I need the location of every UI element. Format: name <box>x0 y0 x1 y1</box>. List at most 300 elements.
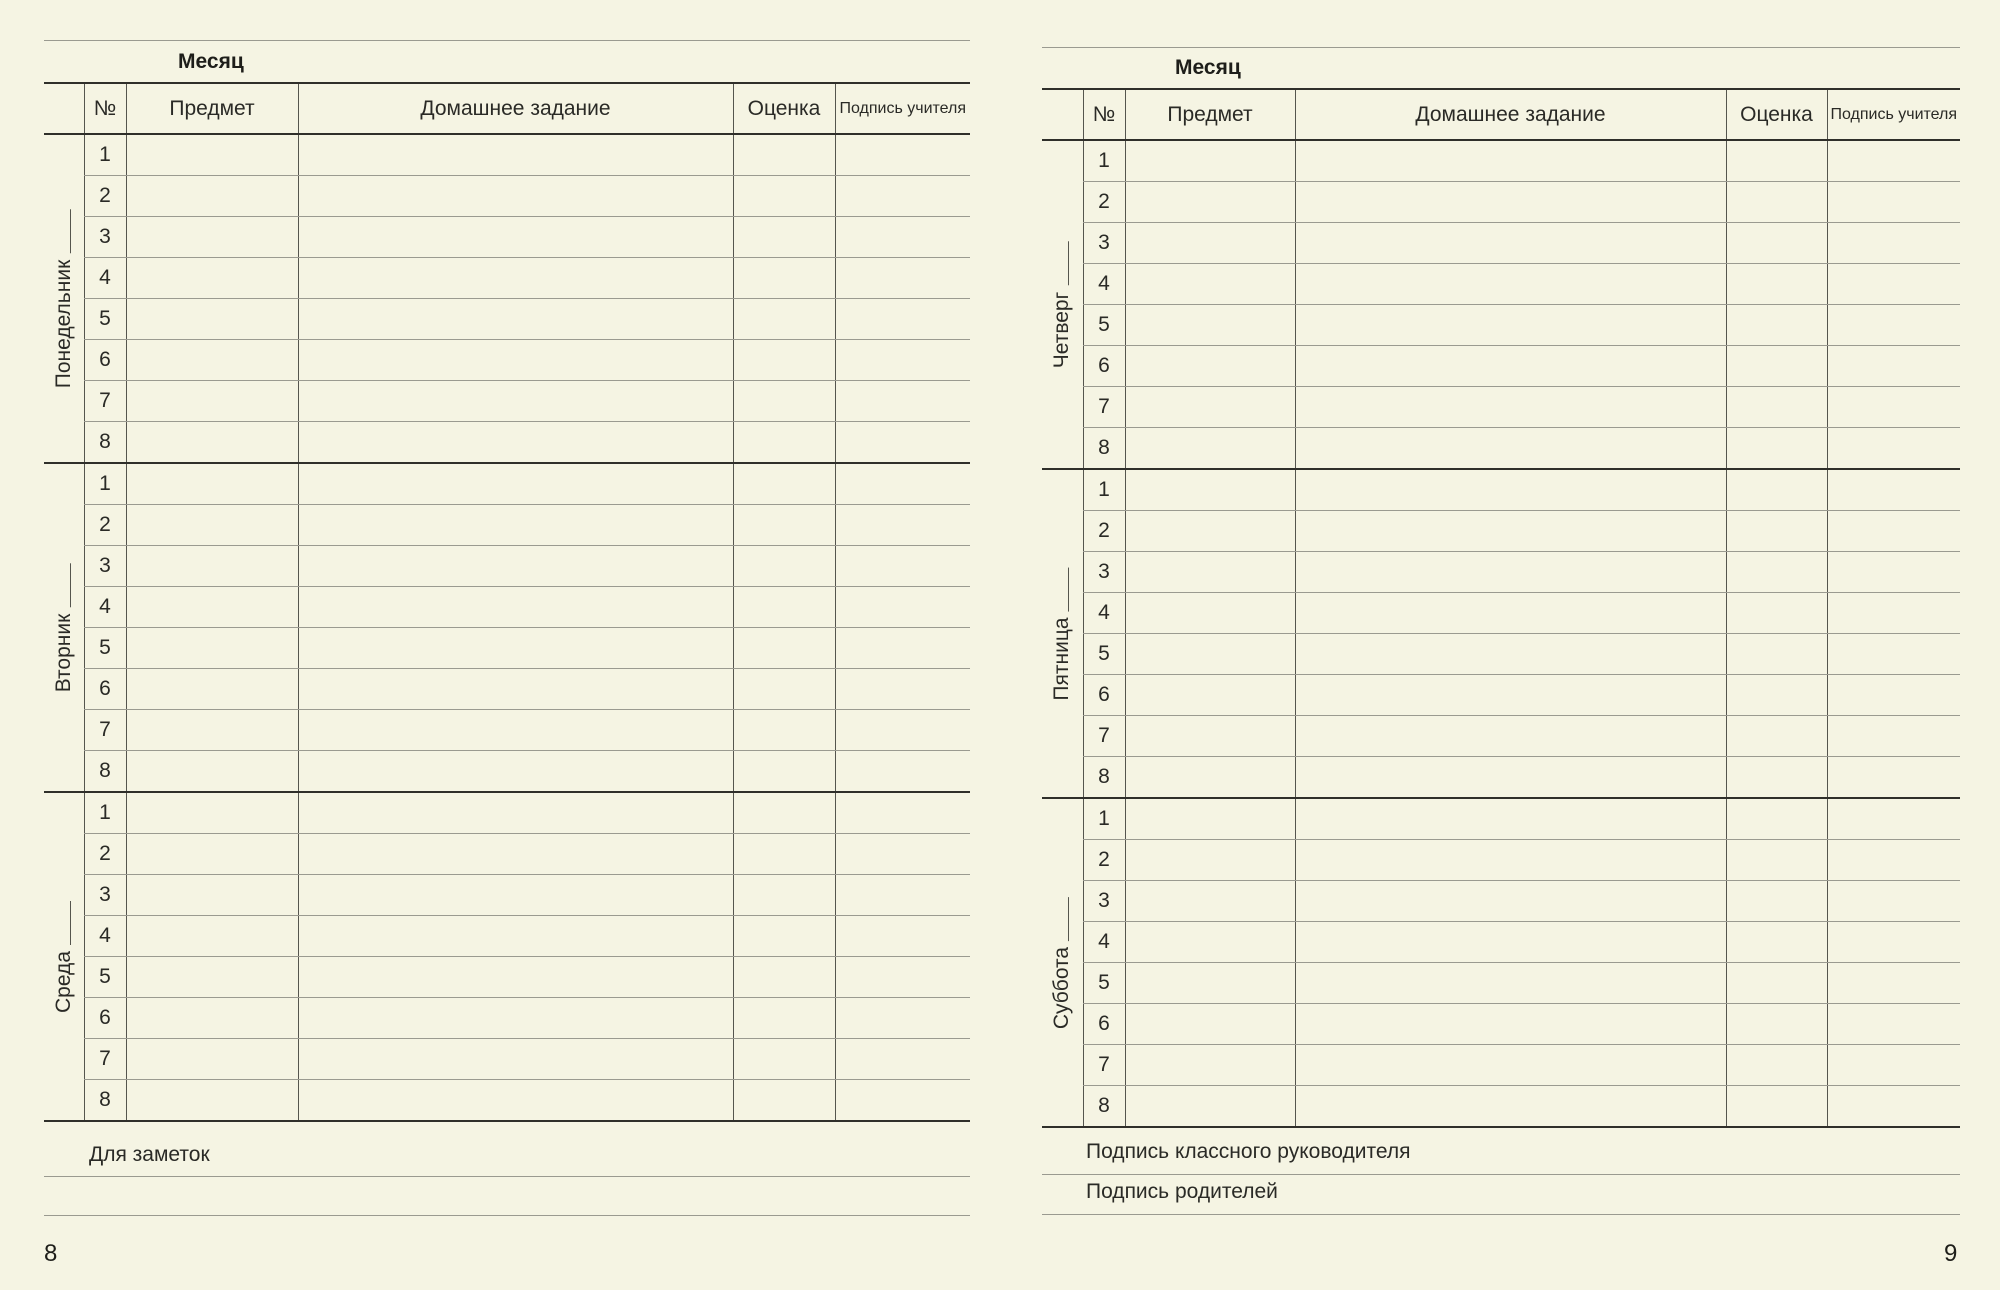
grade-cell[interactable] <box>1726 469 1827 511</box>
teacher-signature-cell[interactable] <box>1827 1086 1960 1128</box>
teacher-signature-cell[interactable] <box>1827 757 1960 799</box>
teacher-signature-cell[interactable] <box>835 546 970 587</box>
lesson-number: 8 <box>84 1080 126 1122</box>
homework-cell[interactable] <box>298 340 733 381</box>
table-row <box>44 957 970 998</box>
day-cell <box>44 134 84 463</box>
subject-cell[interactable] <box>1125 511 1295 552</box>
lesson-number: 3 <box>1083 552 1125 593</box>
grade-cell[interactable] <box>1726 840 1827 881</box>
grade-cell[interactable] <box>733 176 835 217</box>
subject-cell[interactable] <box>1125 675 1295 716</box>
subject-cell[interactable] <box>126 710 298 751</box>
lesson-number: 1 <box>84 134 126 176</box>
homework-table <box>1042 88 1960 1128</box>
homework-cell[interactable] <box>298 957 733 998</box>
homework-cell[interactable] <box>298 505 733 546</box>
homework-cell[interactable] <box>298 217 733 258</box>
lesson-number: 6 <box>84 669 126 710</box>
grade-cell[interactable] <box>1726 798 1827 840</box>
homework-cell[interactable] <box>1295 840 1726 881</box>
subject-cell[interactable] <box>126 176 298 217</box>
homework-cell[interactable] <box>1295 469 1726 511</box>
subject-cell[interactable] <box>1125 798 1295 840</box>
date-blank-line[interactable] <box>1056 241 1069 285</box>
date-blank-line[interactable] <box>57 901 70 945</box>
grade-cell[interactable] <box>1726 428 1827 470</box>
day-label <box>52 563 76 692</box>
homework-cell[interactable] <box>1295 1045 1726 1086</box>
subject-cell[interactable] <box>126 916 298 957</box>
teacher-signature-cell[interactable] <box>835 628 970 669</box>
subject-cell[interactable] <box>1125 593 1295 634</box>
subject-cell[interactable] <box>126 587 298 628</box>
grade-cell[interactable] <box>733 751 835 793</box>
grade-cell[interactable] <box>1726 1004 1827 1045</box>
lesson-number: 7 <box>84 1039 126 1080</box>
grade-cell[interactable] <box>1726 716 1827 757</box>
table-row <box>1042 798 1960 840</box>
table-row <box>1042 922 1960 963</box>
teacher-signature-cell[interactable] <box>835 299 970 340</box>
teacher-signature-cell[interactable] <box>835 463 970 505</box>
teacher-signature-cell[interactable] <box>835 340 970 381</box>
grade-cell[interactable] <box>1726 757 1827 799</box>
teacher-signature-cell[interactable] <box>1827 798 1960 840</box>
homework-cell[interactable] <box>298 751 733 793</box>
homework-cell[interactable] <box>1295 634 1726 675</box>
homework-cell[interactable] <box>1295 140 1726 182</box>
table-row <box>1042 469 1960 511</box>
teacher-signature-cell[interactable] <box>835 710 970 751</box>
teacher-signature-cell[interactable] <box>835 134 970 176</box>
grade-cell[interactable] <box>1726 387 1827 428</box>
homework-cell[interactable] <box>1295 511 1726 552</box>
day-label <box>1050 896 1074 1028</box>
subject-cell[interactable] <box>126 546 298 587</box>
subject-cell[interactable] <box>126 134 298 176</box>
homework-cell[interactable] <box>1295 963 1726 1004</box>
grade-cell[interactable] <box>733 340 835 381</box>
grade-cell[interactable] <box>1726 922 1827 963</box>
lesson-number: 6 <box>1083 675 1125 716</box>
teacher-signature-cell[interactable] <box>835 258 970 299</box>
number-column-header: № <box>84 83 126 134</box>
table-row <box>44 217 970 258</box>
homework-cell[interactable] <box>1295 593 1726 634</box>
lesson-number: 2 <box>1083 840 1125 881</box>
subject-cell[interactable] <box>126 258 298 299</box>
subject-cell[interactable] <box>1125 223 1295 264</box>
subject-cell[interactable] <box>126 505 298 546</box>
teacher-signature-cell[interactable] <box>1827 469 1960 511</box>
homework-cell[interactable] <box>1295 1086 1726 1128</box>
teacher-signature-cell[interactable] <box>1827 428 1960 470</box>
teacher-signature-cell[interactable] <box>1827 840 1960 881</box>
homework-cell[interactable] <box>298 998 733 1039</box>
teacher-signature-cell[interactable] <box>1827 1045 1960 1086</box>
grade-cell[interactable] <box>733 875 835 916</box>
teacher-signature-cell[interactable] <box>1827 1004 1960 1045</box>
subject-cell[interactable] <box>126 957 298 998</box>
subject-cell[interactable] <box>126 998 298 1039</box>
homework-cell[interactable] <box>298 176 733 217</box>
grade-column-header: Оценка <box>1726 89 1827 140</box>
lesson-number: 3 <box>84 875 126 916</box>
homework-cell[interactable] <box>298 669 733 710</box>
grade-cell[interactable] <box>733 422 835 464</box>
notes-rule <box>44 1215 970 1216</box>
grade-cell[interactable] <box>733 916 835 957</box>
lesson-number: 1 <box>84 463 126 505</box>
lesson-number: 6 <box>84 340 126 381</box>
lesson-number: 3 <box>84 546 126 587</box>
teacher-signature-cell[interactable] <box>1827 716 1960 757</box>
homework-cell[interactable] <box>298 134 733 176</box>
subject-cell[interactable] <box>126 340 298 381</box>
homework-cell[interactable] <box>298 1039 733 1080</box>
day-label <box>1050 567 1074 700</box>
grade-cell[interactable] <box>1726 593 1827 634</box>
subject-cell[interactable] <box>1125 387 1295 428</box>
teacher-signature-cell[interactable] <box>1827 387 1960 428</box>
table-row <box>44 340 970 381</box>
homework-cell[interactable] <box>1295 305 1726 346</box>
homework-cell[interactable] <box>1295 881 1726 922</box>
grade-cell[interactable] <box>733 463 835 505</box>
grade-cell[interactable] <box>733 669 835 710</box>
date-blank-line[interactable] <box>57 563 70 607</box>
table-row <box>44 505 970 546</box>
homework-cell[interactable] <box>1295 346 1726 387</box>
table-row <box>44 916 970 957</box>
teacher-signature-cell[interactable] <box>835 957 970 998</box>
subject-cell[interactable] <box>1125 428 1295 470</box>
lesson-number: 2 <box>1083 182 1125 223</box>
homework-cell[interactable] <box>1295 223 1726 264</box>
date-blank-line[interactable] <box>1056 896 1069 940</box>
table-row <box>44 134 970 176</box>
lesson-number: 2 <box>84 834 126 875</box>
page-number: 8 <box>44 1240 58 1267</box>
subject-cell[interactable] <box>126 1039 298 1080</box>
table-row <box>44 998 970 1039</box>
grade-cell[interactable] <box>733 217 835 258</box>
subject-cell[interactable] <box>1125 757 1295 799</box>
homework-cell[interactable] <box>298 1080 733 1122</box>
teacher-signature-cell[interactable] <box>1827 140 1960 182</box>
table-row <box>44 875 970 916</box>
teacher-signature-cell[interactable] <box>1827 223 1960 264</box>
parents-signature-label: Подпись родителей <box>1086 1180 1278 1203</box>
homework-cell[interactable] <box>298 299 733 340</box>
date-blank-line[interactable] <box>57 209 70 253</box>
homework-column-header: Домашнее задание <box>1295 89 1726 140</box>
grade-cell[interactable] <box>1726 552 1827 593</box>
grade-cell[interactable] <box>733 134 835 176</box>
teacher-signature-cell[interactable] <box>1827 881 1960 922</box>
subject-cell[interactable] <box>1125 963 1295 1004</box>
lesson-number: 4 <box>84 587 126 628</box>
homework-cell[interactable] <box>298 792 733 834</box>
lesson-number: 4 <box>84 258 126 299</box>
lesson-number: 3 <box>84 217 126 258</box>
table-row <box>44 1080 970 1122</box>
teacher-signature-cell[interactable] <box>835 217 970 258</box>
month-label: Месяц <box>178 50 244 73</box>
lesson-number: 8 <box>84 422 126 464</box>
teacher-signature-cell[interactable] <box>835 998 970 1039</box>
table-row <box>1042 716 1960 757</box>
date-blank-line[interactable] <box>1056 567 1069 611</box>
day-cell <box>1042 469 1083 798</box>
teacher-signature-cell[interactable] <box>1827 963 1960 1004</box>
table-row <box>1042 963 1960 1004</box>
grade-cell[interactable] <box>733 957 835 998</box>
homework-cell[interactable] <box>1295 264 1726 305</box>
lesson-number: 2 <box>84 176 126 217</box>
teacher-signature-cell[interactable] <box>1827 346 1960 387</box>
teacher-signature-cell[interactable] <box>835 875 970 916</box>
teacher-signature-cell[interactable] <box>835 587 970 628</box>
teacher-signature-cell[interactable] <box>835 834 970 875</box>
table-row <box>44 546 970 587</box>
homework-cell[interactable] <box>298 628 733 669</box>
table-row <box>44 381 970 422</box>
homework-cell[interactable] <box>1295 428 1726 470</box>
subject-cell[interactable] <box>126 299 298 340</box>
teacher-signature-cell[interactable] <box>835 1039 970 1080</box>
grade-cell[interactable] <box>1726 881 1827 922</box>
homework-cell[interactable] <box>298 875 733 916</box>
grade-cell[interactable] <box>1726 346 1827 387</box>
table-row <box>44 176 970 217</box>
table-row <box>44 422 970 464</box>
subject-cell[interactable] <box>1125 840 1295 881</box>
table-row <box>44 299 970 340</box>
grade-cell[interactable] <box>733 505 835 546</box>
signature-rule <box>1042 1174 1960 1175</box>
teacher-signature-cell[interactable] <box>1827 264 1960 305</box>
table-row <box>44 669 970 710</box>
lesson-number: 5 <box>84 299 126 340</box>
teacher-signature-cell[interactable] <box>1827 552 1960 593</box>
table-row <box>1042 757 1960 799</box>
homework-cell[interactable] <box>298 422 733 464</box>
teacher-signature-cell[interactable] <box>1827 922 1960 963</box>
table-row <box>1042 305 1960 346</box>
homework-cell[interactable] <box>1295 1004 1726 1045</box>
grade-cell[interactable] <box>733 299 835 340</box>
table-row <box>1042 634 1960 675</box>
day-rows <box>44 134 970 1121</box>
homework-cell[interactable] <box>1295 552 1726 593</box>
homework-cell[interactable] <box>298 546 733 587</box>
grade-cell[interactable] <box>1726 1086 1827 1128</box>
subject-cell[interactable] <box>126 1080 298 1122</box>
day-column-header <box>1042 89 1083 140</box>
subject-cell[interactable] <box>126 217 298 258</box>
notes-rule <box>44 1176 970 1177</box>
day-name: Четверг <box>1050 291 1074 368</box>
lesson-number: 7 <box>84 710 126 751</box>
grade-cell[interactable] <box>733 258 835 299</box>
teacher-signature-cell[interactable] <box>835 669 970 710</box>
subject-cell[interactable] <box>1125 264 1295 305</box>
day-cell <box>1042 798 1083 1127</box>
teacher-signature-cell[interactable] <box>1827 182 1960 223</box>
teacher-signature-cell[interactable] <box>1827 511 1960 552</box>
homework-cell[interactable] <box>298 834 733 875</box>
day-cell <box>44 463 84 792</box>
homework-cell[interactable] <box>1295 757 1726 799</box>
lesson-number: 1 <box>1083 469 1125 511</box>
lesson-number: 7 <box>84 381 126 422</box>
grade-cell[interactable] <box>733 628 835 669</box>
subject-column-header: Предмет <box>126 83 298 134</box>
day-label <box>1050 241 1074 368</box>
grade-cell[interactable] <box>1726 264 1827 305</box>
grade-cell[interactable] <box>733 998 835 1039</box>
teacher-signature-cell[interactable] <box>1827 634 1960 675</box>
subject-cell[interactable] <box>1125 634 1295 675</box>
lesson-number: 4 <box>1083 264 1125 305</box>
homework-cell[interactable] <box>1295 675 1726 716</box>
subject-cell[interactable] <box>1125 305 1295 346</box>
subject-cell[interactable] <box>1125 140 1295 182</box>
lesson-number: 5 <box>1083 963 1125 1004</box>
teacher-signature-cell[interactable] <box>835 792 970 834</box>
subject-cell[interactable] <box>1125 469 1295 511</box>
teacher-signature-cell[interactable] <box>835 751 970 793</box>
subject-cell[interactable] <box>126 381 298 422</box>
grade-column-header: Оценка <box>733 83 835 134</box>
grade-cell[interactable] <box>1726 1045 1827 1086</box>
subject-cell[interactable] <box>1125 1086 1295 1128</box>
table-row <box>1042 593 1960 634</box>
homework-cell[interactable] <box>1295 387 1726 428</box>
grade-cell[interactable] <box>1726 511 1827 552</box>
subject-cell[interactable] <box>126 875 298 916</box>
grade-cell[interactable] <box>1726 140 1827 182</box>
table-row <box>1042 346 1960 387</box>
grade-cell[interactable] <box>1726 305 1827 346</box>
table-row <box>44 792 970 834</box>
homework-cell[interactable] <box>1295 182 1726 223</box>
homework-column-header: Домашнее задание <box>298 83 733 134</box>
grade-cell[interactable] <box>733 1039 835 1080</box>
lesson-number: 7 <box>1083 716 1125 757</box>
subject-cell[interactable] <box>126 834 298 875</box>
homework-cell[interactable] <box>1295 922 1726 963</box>
lesson-number: 7 <box>1083 1045 1125 1086</box>
grade-cell[interactable] <box>1726 963 1827 1004</box>
lesson-number: 1 <box>1083 798 1125 840</box>
table-row <box>44 1039 970 1080</box>
subject-cell[interactable] <box>1125 346 1295 387</box>
teacher-signature-cell[interactable] <box>1827 593 1960 634</box>
table-row <box>1042 264 1960 305</box>
homework-cell[interactable] <box>298 258 733 299</box>
teacher-signature-cell[interactable] <box>1827 305 1960 346</box>
grade-cell[interactable] <box>1726 182 1827 223</box>
lesson-number: 3 <box>1083 881 1125 922</box>
subject-cell[interactable] <box>1125 182 1295 223</box>
lesson-number: 5 <box>84 628 126 669</box>
teacher-signature-cell[interactable] <box>835 916 970 957</box>
grade-cell[interactable] <box>1726 223 1827 264</box>
grade-cell[interactable] <box>733 710 835 751</box>
lesson-number: 6 <box>1083 1004 1125 1045</box>
grade-cell[interactable] <box>733 834 835 875</box>
table-row <box>44 710 970 751</box>
teacher-signature-cell[interactable] <box>835 1080 970 1122</box>
homework-cell[interactable] <box>298 587 733 628</box>
subject-cell[interactable] <box>1125 716 1295 757</box>
homework-cell[interactable] <box>298 463 733 505</box>
subject-cell[interactable] <box>126 792 298 834</box>
day-name: Суббота <box>1050 946 1074 1029</box>
homework-cell[interactable] <box>298 381 733 422</box>
top-rule <box>44 40 970 41</box>
teacher-signature-cell[interactable] <box>835 422 970 464</box>
grade-cell[interactable] <box>1726 634 1827 675</box>
subject-cell[interactable] <box>126 669 298 710</box>
subject-cell[interactable] <box>1125 552 1295 593</box>
lesson-number: 5 <box>84 957 126 998</box>
subject-cell[interactable] <box>126 422 298 464</box>
subject-cell[interactable] <box>1125 1004 1295 1045</box>
table-row <box>1042 881 1960 922</box>
table-row <box>1042 675 1960 716</box>
table-header-row <box>44 83 970 134</box>
homework-cell[interactable] <box>1295 798 1726 840</box>
subject-cell[interactable] <box>126 628 298 669</box>
grade-cell[interactable] <box>733 1080 835 1122</box>
subject-cell[interactable] <box>1125 881 1295 922</box>
teacher-signature-cell[interactable] <box>835 176 970 217</box>
day-cell <box>44 792 84 1121</box>
homework-cell[interactable] <box>298 916 733 957</box>
table-row <box>1042 182 1960 223</box>
homework-cell[interactable] <box>298 710 733 751</box>
subject-cell[interactable] <box>126 463 298 505</box>
subject-cell[interactable] <box>1125 1045 1295 1086</box>
grade-cell[interactable] <box>1726 675 1827 716</box>
teacher-signature-cell[interactable] <box>1827 675 1960 716</box>
lesson-number: 4 <box>1083 593 1125 634</box>
grade-cell[interactable] <box>733 381 835 422</box>
subject-cell[interactable] <box>126 751 298 793</box>
lesson-number: 8 <box>1083 1086 1125 1128</box>
homework-cell[interactable] <box>1295 716 1726 757</box>
table-row <box>1042 140 1960 182</box>
grade-cell[interactable] <box>733 792 835 834</box>
day-cell <box>1042 140 1083 469</box>
teacher-signature-cell[interactable] <box>835 381 970 422</box>
day-name: Среда <box>51 950 75 1013</box>
lesson-number: 6 <box>1083 346 1125 387</box>
day-column-header <box>44 83 84 134</box>
subject-cell[interactable] <box>1125 922 1295 963</box>
teacher-signature-cell[interactable] <box>835 505 970 546</box>
grade-cell[interactable] <box>733 546 835 587</box>
day-label <box>52 901 76 1013</box>
grade-cell[interactable] <box>733 587 835 628</box>
table-row <box>44 587 970 628</box>
lesson-number: 8 <box>84 751 126 793</box>
subject-column-header: Предмет <box>1125 89 1295 140</box>
